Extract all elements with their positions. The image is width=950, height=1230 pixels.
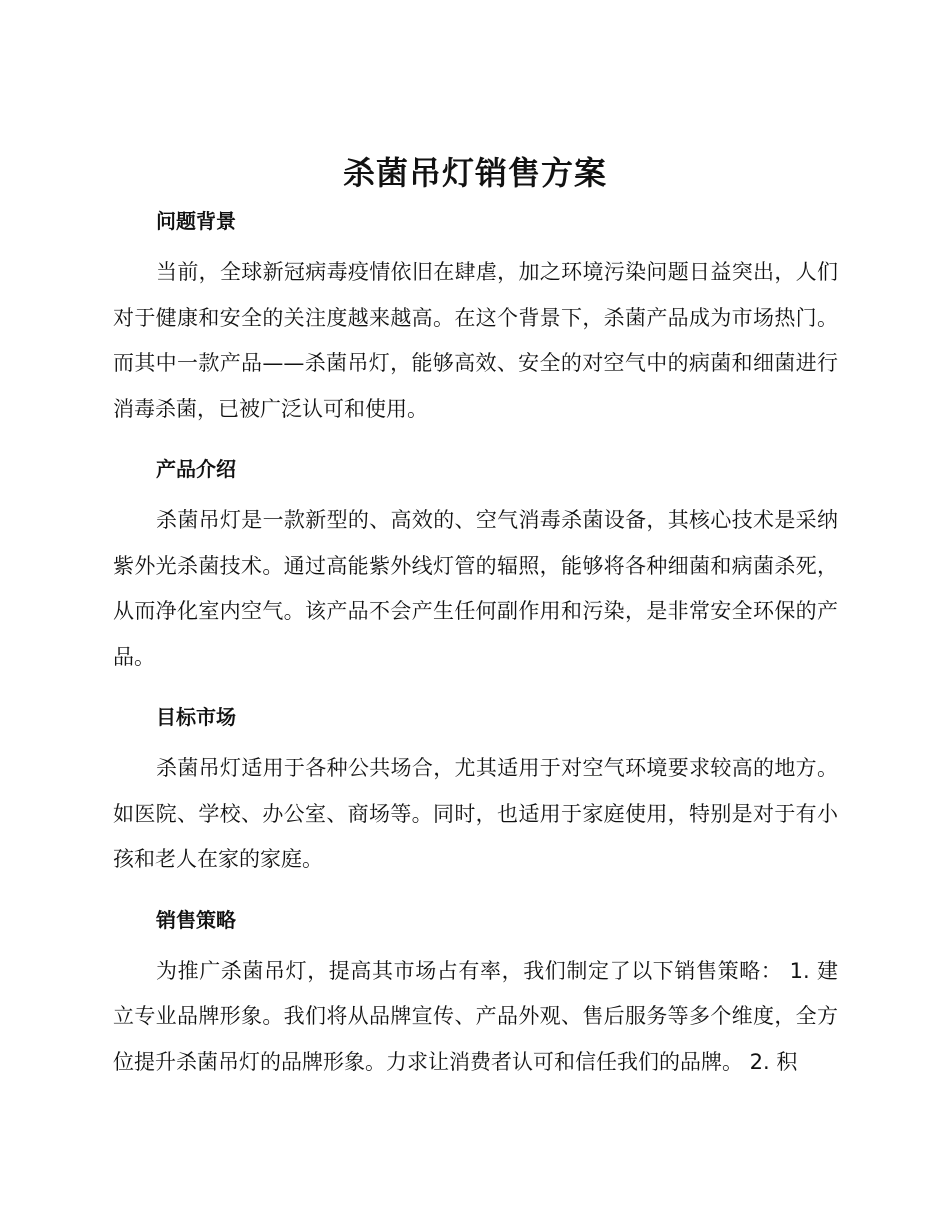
section-paragraph-product-intro: 杀菌吊灯是一款新型的、高效的、空气消毒杀菌设备，其核心技术是采纳紫外光杀菌技术。通过高能紫外线灯管的辐照，能够将各种细菌和病菌杀死，从而净化室内空气。该产品不会产生任何副作用和污染，是非常安全环保的产品。 <box>113 508 838 669</box>
section-heading-product-intro: 产品介绍 <box>156 457 236 481</box>
section-heading-target-market: 目标市场 <box>156 705 236 729</box>
section-paragraph-sales-strategy: 为推广杀菌吊灯，提高其市场占有率，我们制定了以下销售策略： 1. 建立专业品牌形象。我们将从品牌宣传、产品外观、售后服务等多个维度，全方位提升杀菌吊灯的品牌形象。力求让消费者认可和信任我们的品牌。 2. 积 <box>113 958 838 1074</box>
section-paragraph-target-market: 杀菌吊灯适用于各种公共场合，尤其适用于对空气环境要求较高的地方。如医院、学校、办公室、商场等。同时，也适用于家庭使用，特别是对于有小孩和老人在家的家庭。 <box>113 756 838 871</box>
document-body <box>113 200 838 1101</box>
document-title: 杀菌吊灯销售方案 <box>342 154 607 192</box>
section-heading-sales-strategy: 销售策略 <box>156 907 236 932</box>
section-paragraph-background: 当前，全球新冠病毒疫情依旧在肆虐，加之环境污染问题日益突出，人们对于健康和安全的关注度越来越高。在这个背景下，杀菌产品成为市场热门。而其中一款产品——杀菌吊灯，能够高效、安全的对空气中的病菌和细菌进行消毒杀菌，已被广泛认可和使用。 <box>113 260 838 421</box>
section-heading-background: 问题背景 <box>156 209 236 233</box>
